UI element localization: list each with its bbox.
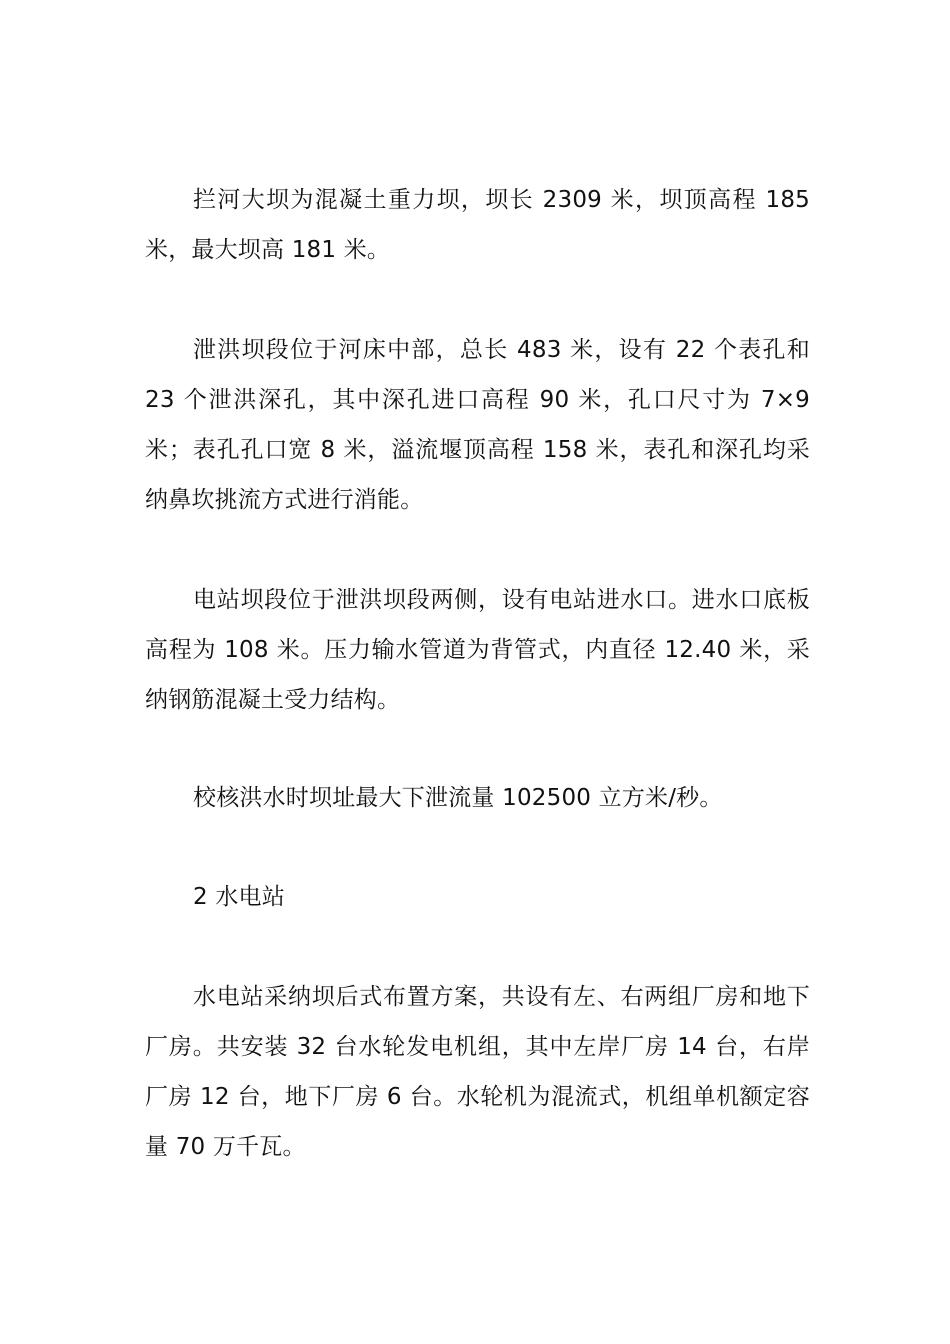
paragraph-dam-overview: 拦河大坝为混凝土重力坝，坝长 2309 米，坝顶高程 185 米，最大坝高 181 米。 (145, 187, 810, 263)
paragraph-hydropower-station: 水电站采纳坝后式布置方案，共设有左、右两组厂房和地下厂房。共安装 32 台水轮发电机组，其中左岸厂房 14 台，右岸厂房 12 台，地下厂房 6 台。水轮机为混流式，机组单机额定容量 70 万千瓦。 (145, 984, 810, 1160)
section-heading-hydropower-station: 2 水电站 (193, 884, 285, 910)
paragraph-spillway-section: 泄洪坝段位于河床中部，总长 483 米，设有 22 个表孔和 23 个泄洪深孔，其中深孔进口高程 90 米，孔口尺寸为 7×9 米；表孔孔口宽 8 米，溢流堰顶高程 158 米，表孔和深孔均采纳鼻坎挑流方式进行消能。 (145, 337, 810, 513)
paragraph-flood-discharge: 校核洪水时坝址最大下泄流量 102500 立方米/秒。 (193, 785, 723, 811)
paragraph-powerhouse-section: 电站坝段位于泄洪坝段两侧，设有电站进水口。进水口底板高程为 108 米。压力输水管道为背管式，内直径 12.40 米，采纳钢筋混凝土受力结构。 (145, 587, 810, 713)
